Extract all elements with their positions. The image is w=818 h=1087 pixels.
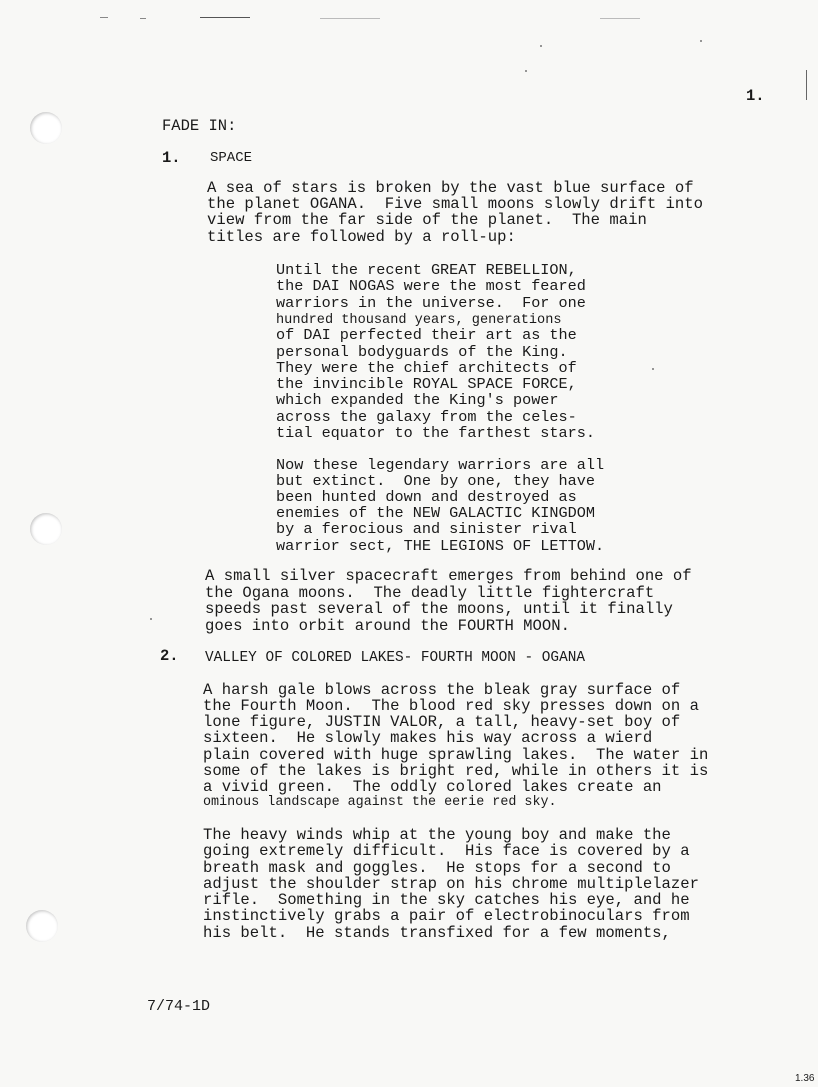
scene-number: 2.	[160, 647, 179, 665]
copy-mark-edge	[806, 70, 807, 100]
draft-code: 7/74-1D	[147, 998, 211, 1015]
copy-mark-line	[200, 17, 250, 18]
crawl-line: Now these legendary warriors are all	[276, 456, 605, 474]
crawl-line: by a ferocious and sinister rival	[276, 520, 577, 538]
action-line: speeds past several of the moons, until it finally	[205, 600, 673, 618]
speck	[652, 368, 654, 370]
speck	[700, 40, 702, 42]
action-line: adjust the shoulder strap on his chrome multiplelazer	[203, 875, 699, 893]
action-line: his belt. He stands transfixed for a few moments,	[203, 924, 671, 942]
action-line: plain covered with huge sprawling lakes. The water in	[203, 746, 709, 764]
action-line: the Fourth Moon. The blood red sky presses down on a	[203, 697, 699, 715]
crawl-line: tial equator to the farthest stars.	[276, 424, 595, 442]
crawl-line: enemies of the NEW GALACTIC KINGDOM	[276, 504, 595, 522]
copy-mark-dash	[320, 18, 380, 19]
copy-mark-dash	[100, 17, 108, 18]
action-line: the Ogana moons. The deadly little fightercraft	[205, 584, 655, 602]
archive-code: 1.36	[795, 1073, 815, 1084]
action-line: some of the lakes is bright red, while in others it is	[203, 762, 709, 780]
action-line: lone figure, JUSTIN VALOR, a tall, heavy-set boy of	[203, 713, 681, 731]
scene-heading: SPACE	[210, 150, 253, 166]
action-line: breath mask and goggles. He stops for a second to	[203, 859, 671, 877]
crawl-line: Until the recent GREAT REBELLION,	[276, 261, 577, 279]
action-line: titles are followed by a roll-up:	[207, 228, 516, 246]
binder-hole-middle	[30, 513, 62, 545]
crawl-line: They were the chief architects of	[276, 359, 577, 377]
action-line: ominous landscape against the eerie red sky.	[203, 795, 557, 810]
crawl-line: warrior sect, THE LEGIONS OF LETTOW.	[276, 537, 605, 555]
action-line: view from the far side of the planet. The main	[207, 211, 647, 229]
action-line: A sea of stars is broken by the vast blue surface of	[207, 179, 694, 197]
action-line: sixteen. He slowly makes his way across a wierd	[203, 729, 653, 747]
action-line: a vivid green. The oddly colored lakes create an	[203, 778, 662, 796]
action-line: goes into orbit around the FOURTH MOON.	[205, 617, 570, 635]
binder-hole-top	[30, 112, 62, 144]
crawl-line: warriors in the universe. For one	[276, 294, 586, 312]
crawl-line: but extinct. One by one, they have	[276, 472, 595, 490]
copy-mark-dash	[140, 18, 146, 19]
scene-heading: VALLEY OF COLORED LAKES- FOURTH MOON - OGANA	[205, 650, 585, 666]
fade-in-transition: FADE IN:	[162, 117, 237, 135]
crawl-line: across the galaxy from the celes-	[276, 408, 577, 426]
binder-hole-bottom	[26, 910, 58, 942]
action-line: the planet OGANA. Five small moons slowly drift into	[207, 195, 703, 213]
crawl-line: hundred thousand years, generations	[276, 313, 562, 328]
copy-mark-dash	[600, 18, 640, 19]
crawl-line: which expanded the King's power	[276, 391, 559, 409]
action-line: going extremely difficult. His face is covered by a	[203, 842, 690, 860]
action-line: The heavy winds whip at the young boy and make the	[203, 826, 671, 844]
crawl-line: personal bodyguards of the King.	[276, 343, 568, 361]
speck	[540, 45, 542, 47]
speck	[525, 70, 527, 72]
crawl-line: the DAI NOGAS were the most feared	[276, 277, 586, 295]
action-line: A small silver spacecraft emerges from behind one of	[205, 567, 692, 585]
scene-number: 1.	[162, 149, 181, 167]
action-line: rifle. Something in the sky catches his eye, and he	[203, 891, 690, 909]
action-line: instinctively grabs a pair of electrobinoculars from	[203, 907, 690, 925]
crawl-line: the invincible ROYAL SPACE FORCE,	[276, 375, 577, 393]
action-line: A harsh gale blows across the bleak gray surface of	[203, 681, 681, 699]
speck	[150, 618, 152, 620]
crawl-line: been hunted down and destroyed as	[276, 488, 577, 506]
page-number: 1.	[746, 87, 765, 105]
crawl-line: of DAI perfected their art as the	[276, 326, 577, 344]
